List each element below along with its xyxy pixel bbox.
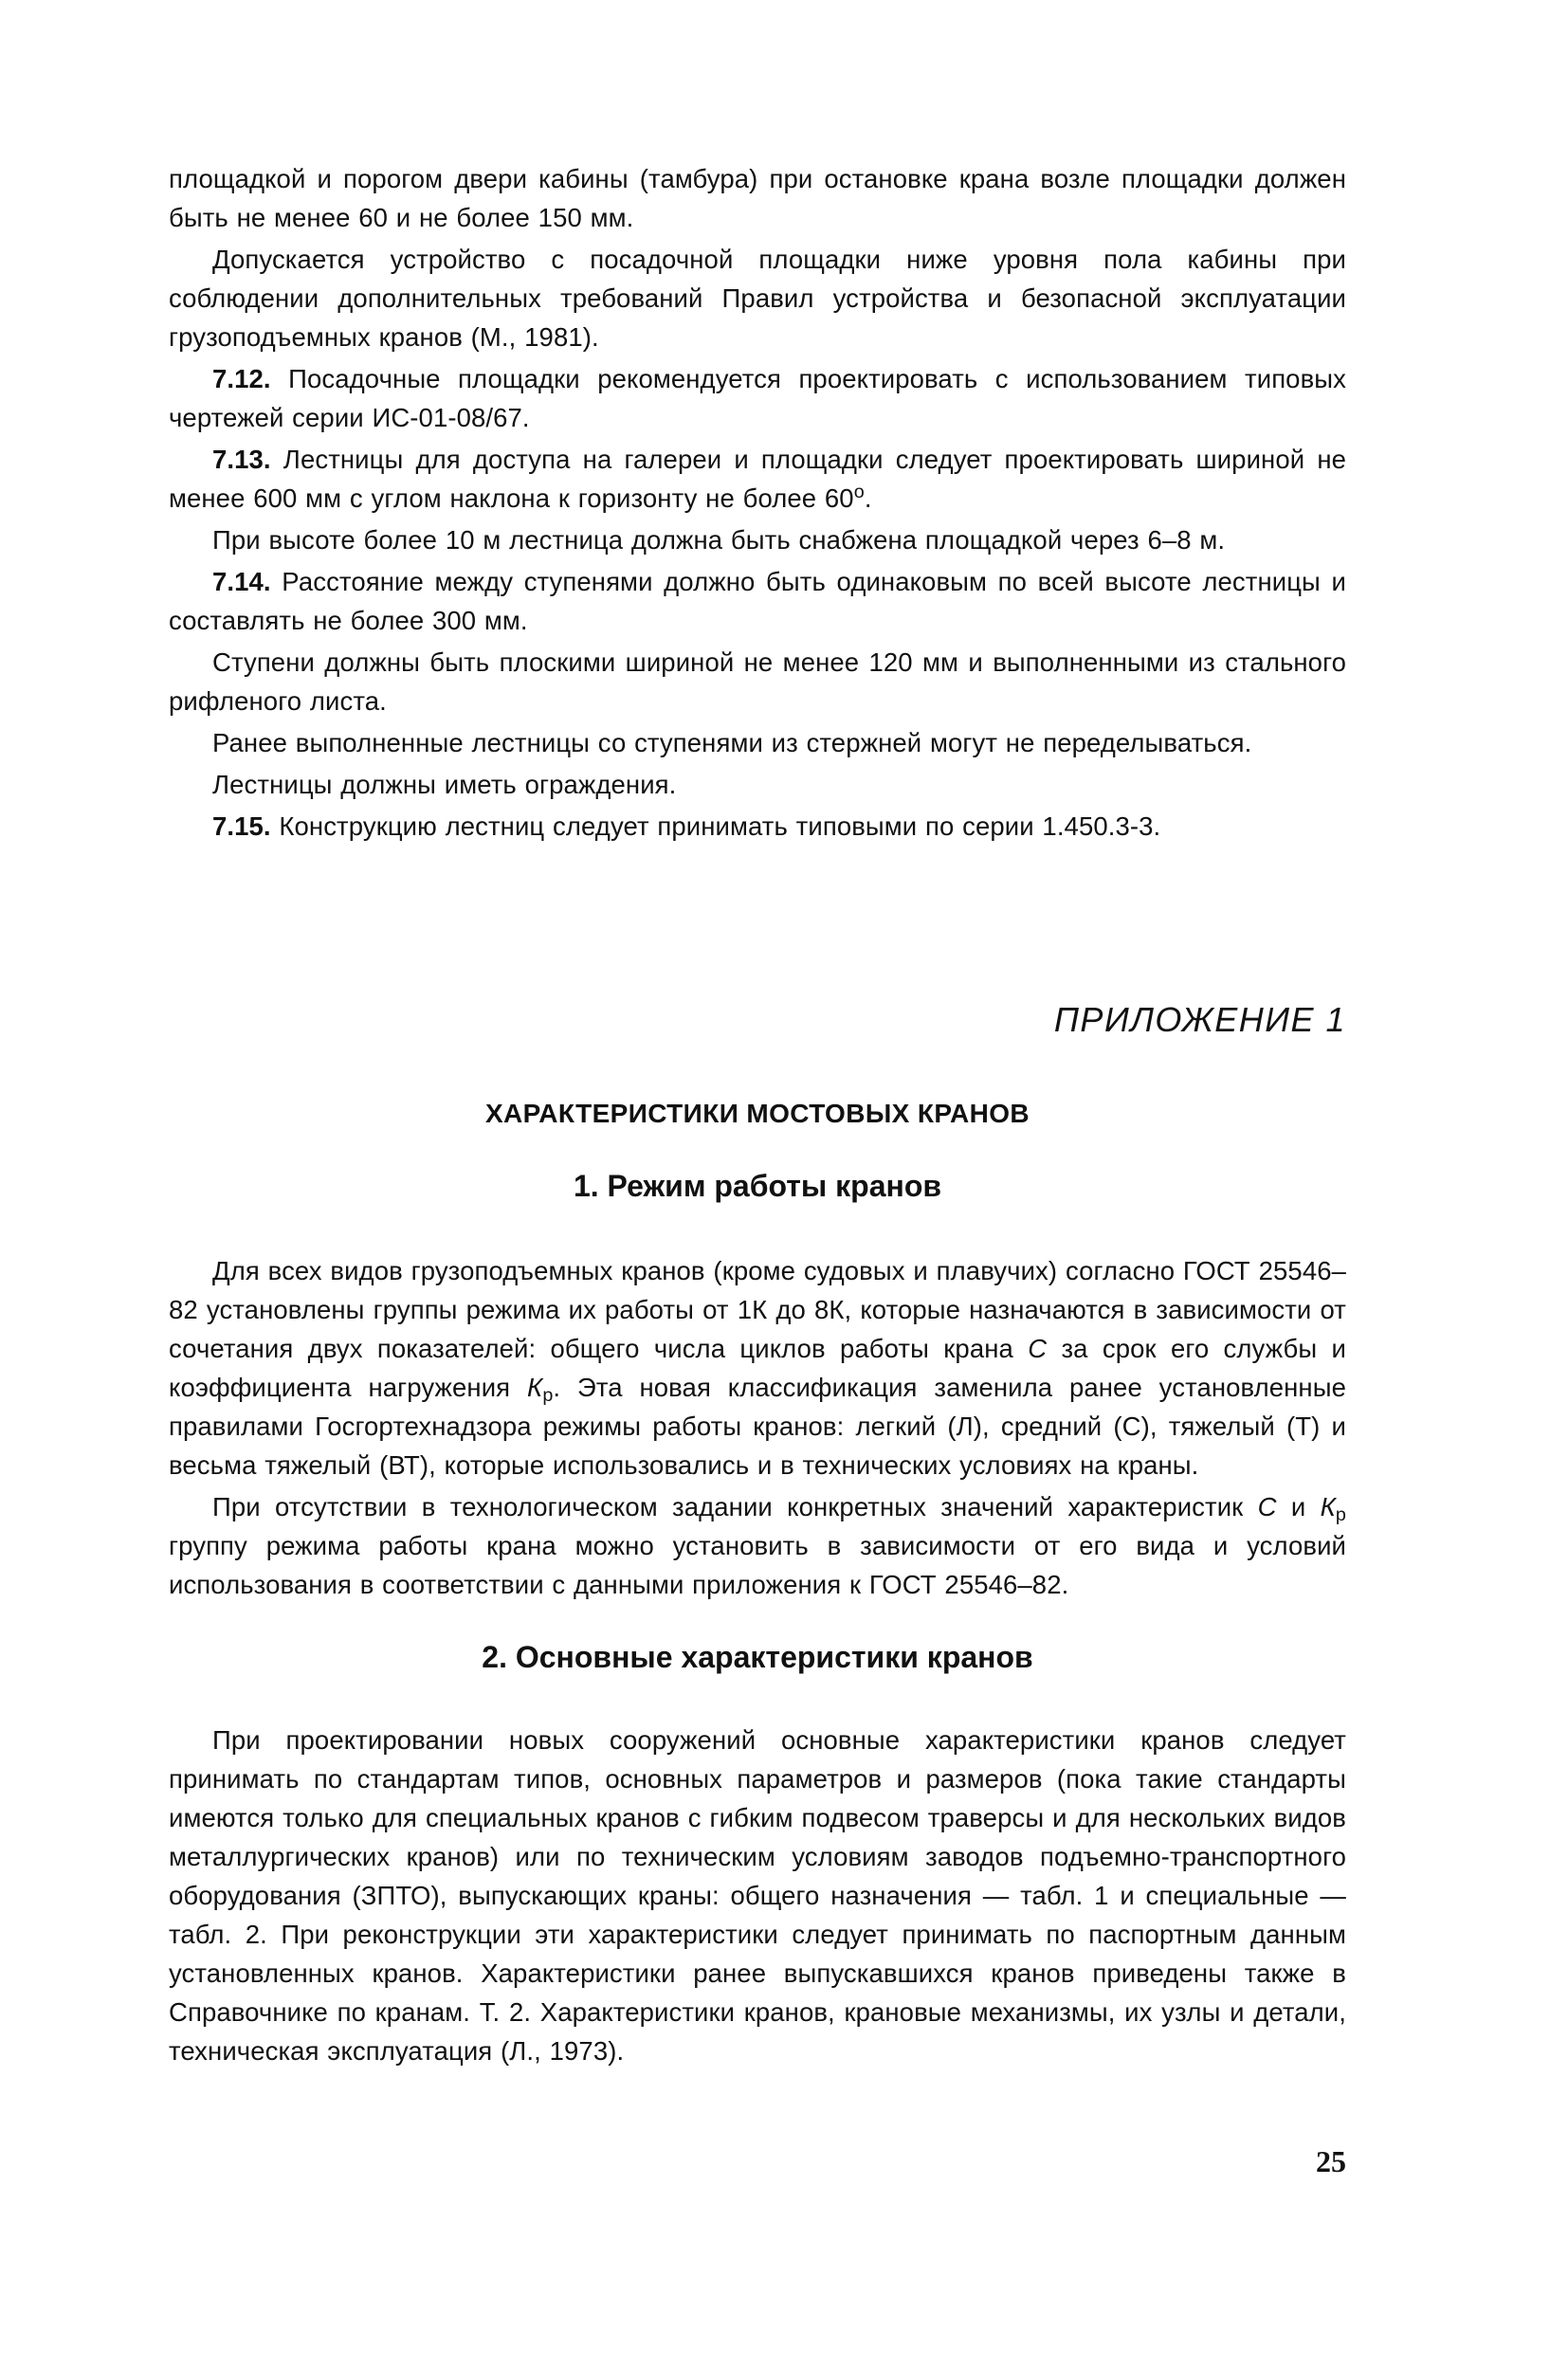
symbol-k: К [1320, 1492, 1336, 1521]
clause-7-13 [169, 440, 1346, 518]
appendix-block [169, 1000, 1346, 2070]
clause-number: 7.15. [212, 811, 271, 841]
top-text-block [169, 159, 1346, 846]
paragraph-rules [169, 240, 1346, 356]
paragraph-text: Посадочные площадки рекомендуется проектировать с использованием типовых чертежей серии ИС-01-08/67. [169, 364, 1346, 432]
paragraph-old-stairs [169, 723, 1346, 762]
paragraph-text: . [864, 483, 872, 513]
paragraph-text: Ранее выполненные лестницы со ступенями из стержней могут не переделываться. [212, 728, 1252, 757]
clause-7-14 [169, 562, 1346, 640]
symbol-c: С [1257, 1492, 1277, 1521]
paragraph-railings [169, 765, 1346, 804]
degree-sign: о [853, 481, 865, 502]
section-2-body [169, 1721, 1346, 2070]
symbol-c: С [1028, 1334, 1048, 1363]
paragraph-text: Лестницы должны иметь ограждения. [212, 770, 677, 799]
clause-number: 7.14. [212, 567, 271, 596]
paragraph-steps [169, 643, 1346, 720]
paragraph-text: площадкой и порогом двери кабины (тамбура) при остановке крана возле площадки должен быть не менее 60 и не более 150 мм. [169, 164, 1346, 232]
section-1-heading: 1. Режим работы кранов [573, 1169, 942, 1203]
paragraph-text: за срок его службы и коэффициента нагружения [169, 1334, 1346, 1402]
clause-7-12 [169, 359, 1346, 437]
paragraph-text: При отсутствии в технологическом задании конкретных значений характеристик [212, 1492, 1258, 1521]
paragraph-text: При высоте более 10 м лестница должна быть снабжена площадкой через 6–8 м. [212, 525, 1226, 555]
paragraph-text: Расстояние между ступенями должно быть одинаковым по всей высоте лестницы и составлять не более 300 мм. [169, 567, 1346, 635]
paragraph-text: При проектировании новых сооружений основные характеристики кранов следует принимать по стандартам типов, основных параметров и размеров (пока такие стандарты имеются только для специальных кранов с гибким подвесом траверсы и для нескольких видов металлургических кранов) или по техническим условиям заводов подъемно-транспортного оборудования (ЗПТО), выпускающих краны: общего назначения — табл. 1 и специальные — табл. 2. При реконструкции эти характеристики следует принимать по паспортным данным установленных кранов. Характеристики ранее выпускавшихся кранов приведены также в Справочнике по кранам. Т. 2. Характеристики кранов, крановые механизмы, их узлы и детали, техническая эксплуатация (Л., 1973). [169, 1725, 1346, 2066]
clause-number: 7.12. [212, 364, 271, 393]
paragraph-text: Лестницы для доступа на галереи и площадки следует проектировать шириной не менее 600 мм с углом наклона к горизонту не более 60 [169, 445, 1346, 513]
section-1-body [169, 1251, 1346, 1604]
paragraph-text: и [1276, 1492, 1321, 1521]
appendix-title: ХАРАКТЕРИСТИКИ МОСТОВЫХ КРАНОВ [484, 1099, 1030, 1128]
paragraph-text: Для всех видов грузоподъемных кранов (кроме судовых и плавучих) согласно ГОСТ 25546–82 установлены группы режима их работы от 1К до 8К, которые назначаются в зависимости от сочетания двух показателей: общего числа циклов работы крана [169, 1256, 1346, 1363]
symbol-k: К [527, 1373, 543, 1402]
section-1-paragraph-1 [169, 1251, 1346, 1485]
page-number: 25 [1316, 2144, 1346, 2178]
paragraph-text: Допускается устройство с посадочной площадки ниже уровня пола кабины при соблюдении дополнительных требований Правил устройства и безопасной эксплуатации грузоподъемных кранов (М., 1981). [169, 245, 1346, 352]
section-2-paragraph-1 [169, 1721, 1346, 2070]
section-1-paragraph-2 [169, 1487, 1346, 1604]
paragraph-text: группу режима работы крана можно установить в зависимости от его вида и условий использования в соответствии с данными приложения к ГОСТ 25546–82. [169, 1531, 1346, 1599]
symbol-k-subscript: р [542, 1384, 554, 1406]
paragraph-text: Ступени должны быть плоскими шириной не менее 120 мм и выполненными из стального рифленого листа. [169, 647, 1346, 716]
paragraph-text: Конструкцию лестниц следует принимать типовыми по серии 1.450.3-3. [270, 811, 1161, 841]
paragraph-continuation [169, 159, 1346, 237]
paragraph-text: . Эта новая классификация заменила ранее установленные правилами Госгортехнадзора режимы работы кранов: легкий (Л), средний (С), тяжелый (Т) и весьма тяжелый (ВТ), которые использовались и в технических условиях на краны. [169, 1373, 1346, 1480]
clause-number: 7.13. [212, 445, 271, 474]
clause-7-15 [169, 807, 1346, 846]
paragraph-stair-height [169, 520, 1346, 559]
symbol-k-subscript: р [1335, 1503, 1347, 1525]
section-2-heading: 2. Основные характеристики кранов [482, 1640, 1033, 1674]
appendix-label: ПРИЛОЖЕНИЕ 1 [1053, 1000, 1346, 1039]
